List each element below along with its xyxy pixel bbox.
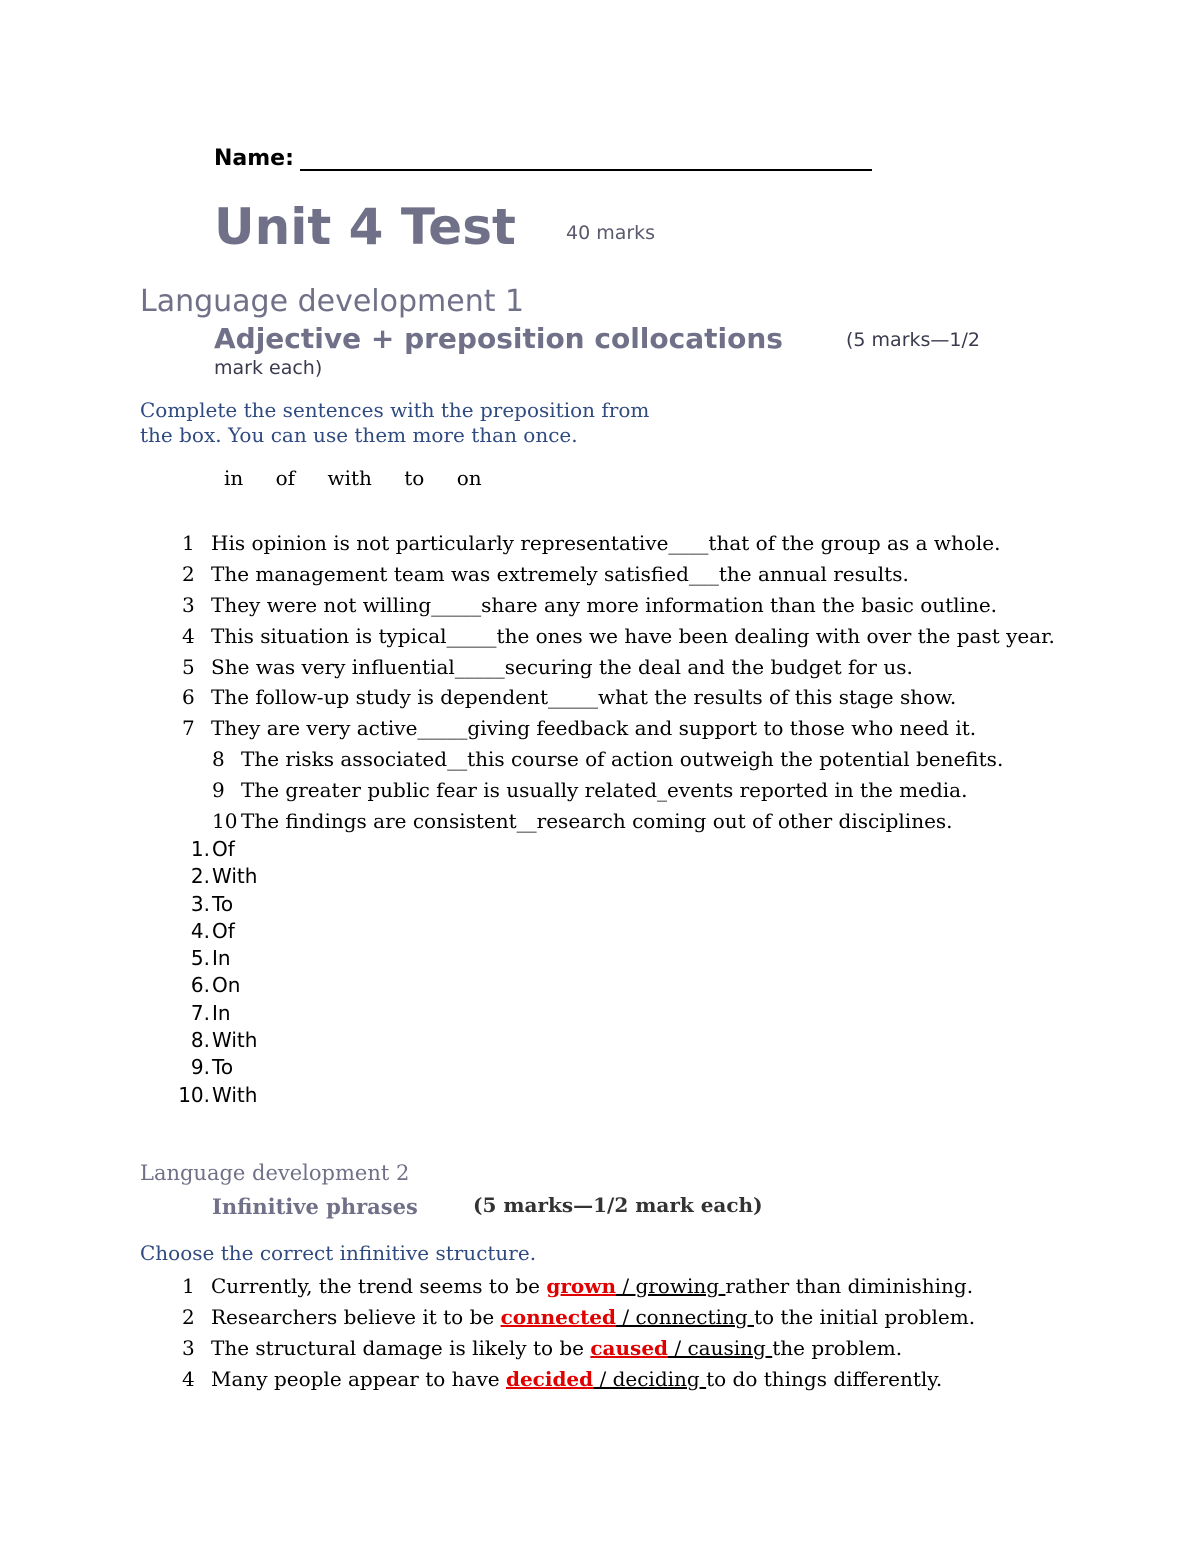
alternative-answer: / connecting (616, 1305, 754, 1329)
question-number: 4 (182, 1367, 195, 1391)
question-text-end: to do things differently. (706, 1367, 943, 1391)
answer-number: 5. (190, 946, 210, 970)
answer-row (174, 1083, 257, 1107)
question-number: 10 (212, 809, 238, 833)
question-text: She was very influential_____securing the deal and the budget for us. (211, 655, 913, 679)
answer-text: On (212, 973, 241, 997)
answer-text: To (212, 892, 234, 916)
alternative-answer: / growing (615, 1274, 726, 1298)
selected-answer: connected (500, 1305, 617, 1329)
question-text: Currently, the trend seems to be (211, 1274, 547, 1298)
answer-number: 3. (190, 892, 210, 916)
question-text: The structural damage is likely to be (211, 1336, 591, 1360)
question-number: 3 (182, 593, 195, 617)
question-text: Many people appear to have (211, 1367, 506, 1391)
selected-answer: decided (505, 1367, 594, 1391)
question-text: The risks associated__this course of action outweigh the potential benefits. (241, 747, 1004, 771)
box-word: in (224, 466, 244, 490)
answer-number: 10. (178, 1083, 210, 1107)
question-row (212, 747, 1003, 771)
question-number: 7 (182, 716, 195, 740)
alternative-answer: / deciding (593, 1367, 707, 1391)
question-row (182, 1336, 902, 1360)
answer-row (174, 1001, 231, 1025)
section1-subheading: Adjective + preposition collocations (214, 322, 783, 355)
question-row (182, 1274, 973, 1298)
question-text: The management team was extremely satisfied___the annual results. (211, 562, 909, 586)
answer-number: 2. (190, 864, 210, 888)
question-text: The follow-up study is dependent_____what the results of this stage show. (211, 685, 957, 709)
question-number: 1 (182, 1274, 195, 1298)
question-text: Researchers believe it to be (211, 1305, 501, 1329)
question-number: 4 (182, 624, 195, 648)
question-number: 6 (182, 685, 195, 709)
question-row (182, 655, 913, 679)
question-number: 5 (182, 655, 195, 679)
question-text-end: rather than diminishing. (725, 1274, 974, 1298)
page-title: Unit 4 Test (214, 198, 516, 256)
name-label: Name: (214, 146, 294, 171)
question-text: They were not willing_____share any more information than the basic outline. (211, 593, 998, 617)
section1-heading: Language development 1 (140, 284, 525, 319)
total-marks: 40 marks (566, 222, 656, 244)
answer-row (174, 919, 235, 943)
answer-row (174, 1028, 257, 1052)
question-number: 9 (212, 778, 225, 802)
question-number: 2 (182, 562, 195, 586)
answer-text: In (212, 1001, 231, 1025)
name-field (214, 146, 872, 171)
answer-text: Of (212, 919, 235, 943)
selected-answer: caused (590, 1336, 669, 1360)
answer-number: 6. (190, 973, 210, 997)
preposition-box (224, 466, 508, 490)
answer-row (174, 864, 257, 888)
question-text: They are very active_____giving feedback and support to those who need it. (211, 716, 977, 740)
question-row (212, 809, 953, 833)
question-text: The findings are consistent__research coming out of other disciplines. (241, 809, 953, 833)
answer-row (174, 946, 231, 970)
box-word: of (275, 466, 296, 490)
question-row (182, 716, 976, 740)
section1-instruction-line1: Complete the sentences with the preposition from (140, 398, 650, 422)
question-row (182, 593, 997, 617)
question-text: The greater public fear is usually related_events reported in the media. (241, 778, 968, 802)
name-blank-line (300, 147, 872, 171)
question-row (182, 685, 956, 709)
answer-row (174, 1055, 233, 1079)
section1-instruction-line2: the box. You can use them more than once. (140, 423, 578, 447)
section2-subheading: Infinitive phrases (212, 1194, 418, 1219)
answer-text: To (212, 1055, 234, 1079)
answer-row (174, 973, 240, 997)
question-number: 3 (182, 1336, 195, 1360)
question-row (182, 624, 1055, 648)
question-row (182, 1305, 975, 1329)
answer-row (174, 892, 233, 916)
selected-answer: grown (546, 1274, 616, 1298)
question-text-end: the problem. (772, 1336, 903, 1360)
answer-text: With (212, 864, 258, 888)
answer-number: 7. (190, 1001, 210, 1025)
question-number: 8 (212, 747, 225, 771)
alternative-answer: / causing (668, 1336, 773, 1360)
question-text: His opinion is not particularly representative____that of the group as a whole. (211, 531, 1001, 555)
box-word: to (404, 466, 425, 490)
answer-number: 4. (190, 919, 210, 943)
question-row (182, 1367, 942, 1391)
box-word: with (327, 466, 372, 490)
section2-marks: (5 marks—1/2 mark each) (473, 1193, 763, 1217)
answer-number: 9. (190, 1055, 210, 1079)
question-row (212, 778, 967, 802)
question-number: 1 (182, 531, 195, 555)
question-row (182, 562, 909, 586)
answer-text: With (212, 1083, 258, 1107)
answer-text: In (212, 946, 231, 970)
question-row (182, 531, 1000, 555)
section2-heading: Language development 2 (140, 1161, 410, 1185)
section1-marks: (5 marks—1/2 (846, 329, 980, 351)
section1-marks-cont: mark each) (214, 357, 323, 379)
box-word: on (456, 466, 482, 490)
question-text: This situation is typical_____the ones we have been dealing with over the past year. (211, 624, 1055, 648)
question-number: 2 (182, 1305, 195, 1329)
answer-text: Of (212, 837, 235, 861)
answer-number: 1. (190, 837, 210, 861)
answer-row (174, 837, 235, 861)
question-text-end: to the initial problem. (753, 1305, 976, 1329)
section2-instruction: Choose the correct infinitive structure. (140, 1241, 537, 1265)
answer-number: 8. (190, 1028, 210, 1052)
answer-text: With (212, 1028, 258, 1052)
